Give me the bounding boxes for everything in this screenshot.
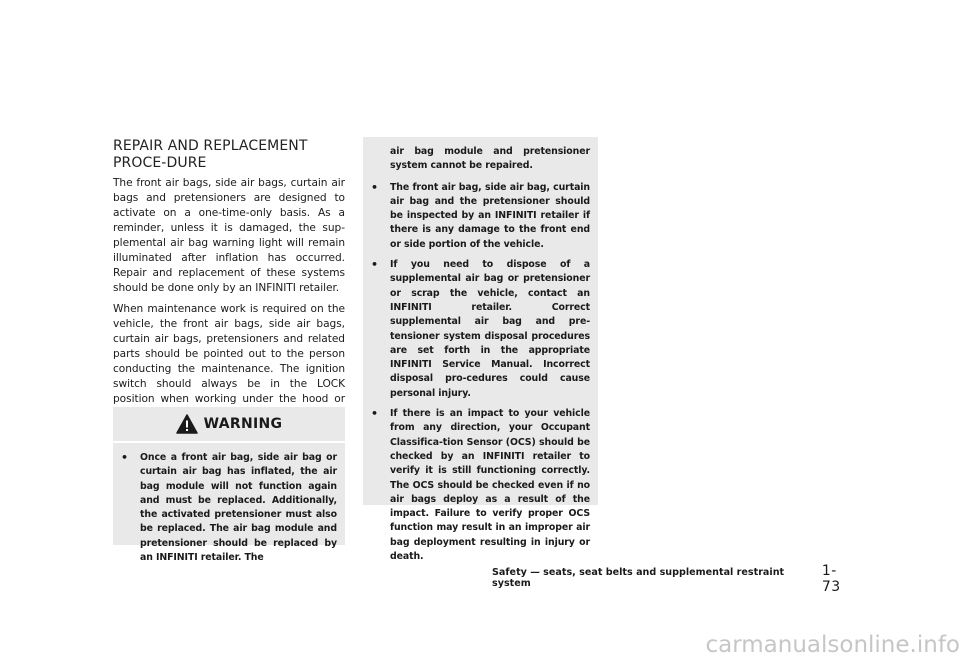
bullet: •: [371, 407, 379, 421]
warning-list-continued: [363, 181, 598, 565]
warning-continuation-text: air bag module and pretensioner system cannot be repaired.: [390, 146, 590, 172]
page-number: 1-73: [821, 563, 841, 595]
warning-box-continued: [363, 137, 598, 563]
warning-header: [113, 407, 345, 443]
warning-title: WARNING: [203, 416, 283, 432]
watermark: carmanualsonline.info: [705, 632, 960, 658]
bullet: •: [371, 180, 379, 194]
warning-list: [113, 443, 345, 565]
warning-item-text: If there is an impact to your vehicle from any direction, your Occupant Classifica-tion Sensor (OCS) should be checked by an INFINITI retailer to verify it is still functioning correctly. The OCS should be checked even if no air bags deploy as a result of the impact. Failure to verify proper OCS function may result in an improper air bag deployment resulting in injury or death.: [390, 408, 590, 563]
warning-item: [371, 181, 590, 252]
bullet: •: [121, 451, 129, 464]
warning-item: [121, 451, 337, 565]
page-footer: [492, 563, 854, 595]
paragraph-1: The front air bags, side air bags, curtain air bags and pretensioners are designed to activate on a one-time-only basis. As a reminder, unless it is damaged, the sup-plemental air bag warning light will remain illuminated after inflation has occurred. Repair and replacement of these systems should be done only by an INFINITI retailer.: [113, 177, 345, 294]
warning-box: [113, 407, 345, 564]
main-column: [113, 138, 345, 428]
footer-section-title: Safety — seats, seat belts and supplemental restraint system: [492, 567, 785, 589]
bullet: •: [371, 258, 379, 272]
warning-item: [371, 258, 590, 401]
section-heading: REPAIR AND REPLACEMENT PROCE-DURE: [113, 138, 308, 171]
warning-item: [371, 407, 590, 564]
warning-triangle-icon: [176, 414, 198, 434]
warning-item-text: If you need to dispose of a supplemental air bag or pretensioner or scrap the vehicle, contact an INFINITI retailer. Correct supplemental air bag and pre-tensioner system disposal procedures are set forth in the appropriate INFINITI Service Manual. Incorrect disposal pro-cedures could cause personal injury.: [390, 259, 590, 399]
paragraph-2: When maintenance work is required on the vehicle, the front air bags, side air bags, curtain air bags, pretensioners and related parts should be pointed out to the person conducting the maintenance. The ignition switch should always be in the LOCK position when working under the hood or: [113, 303, 345, 405]
warning-item-text: The front air bag, side air bag, curtain air bag and the pretensioner should be inspected by an INFINITI retailer if there is any damage to the front end or side portion of the vehicle.: [390, 181, 590, 250]
warning-item-text: Once a front air bag, side air bag or curtain air bag has inflated, the air bag module will not function again and must be replaced. Additionally, the activated pretensioner must also be replaced. The air bag module and pretensioner should be replaced by an INFINITI retailer. The: [140, 452, 337, 564]
